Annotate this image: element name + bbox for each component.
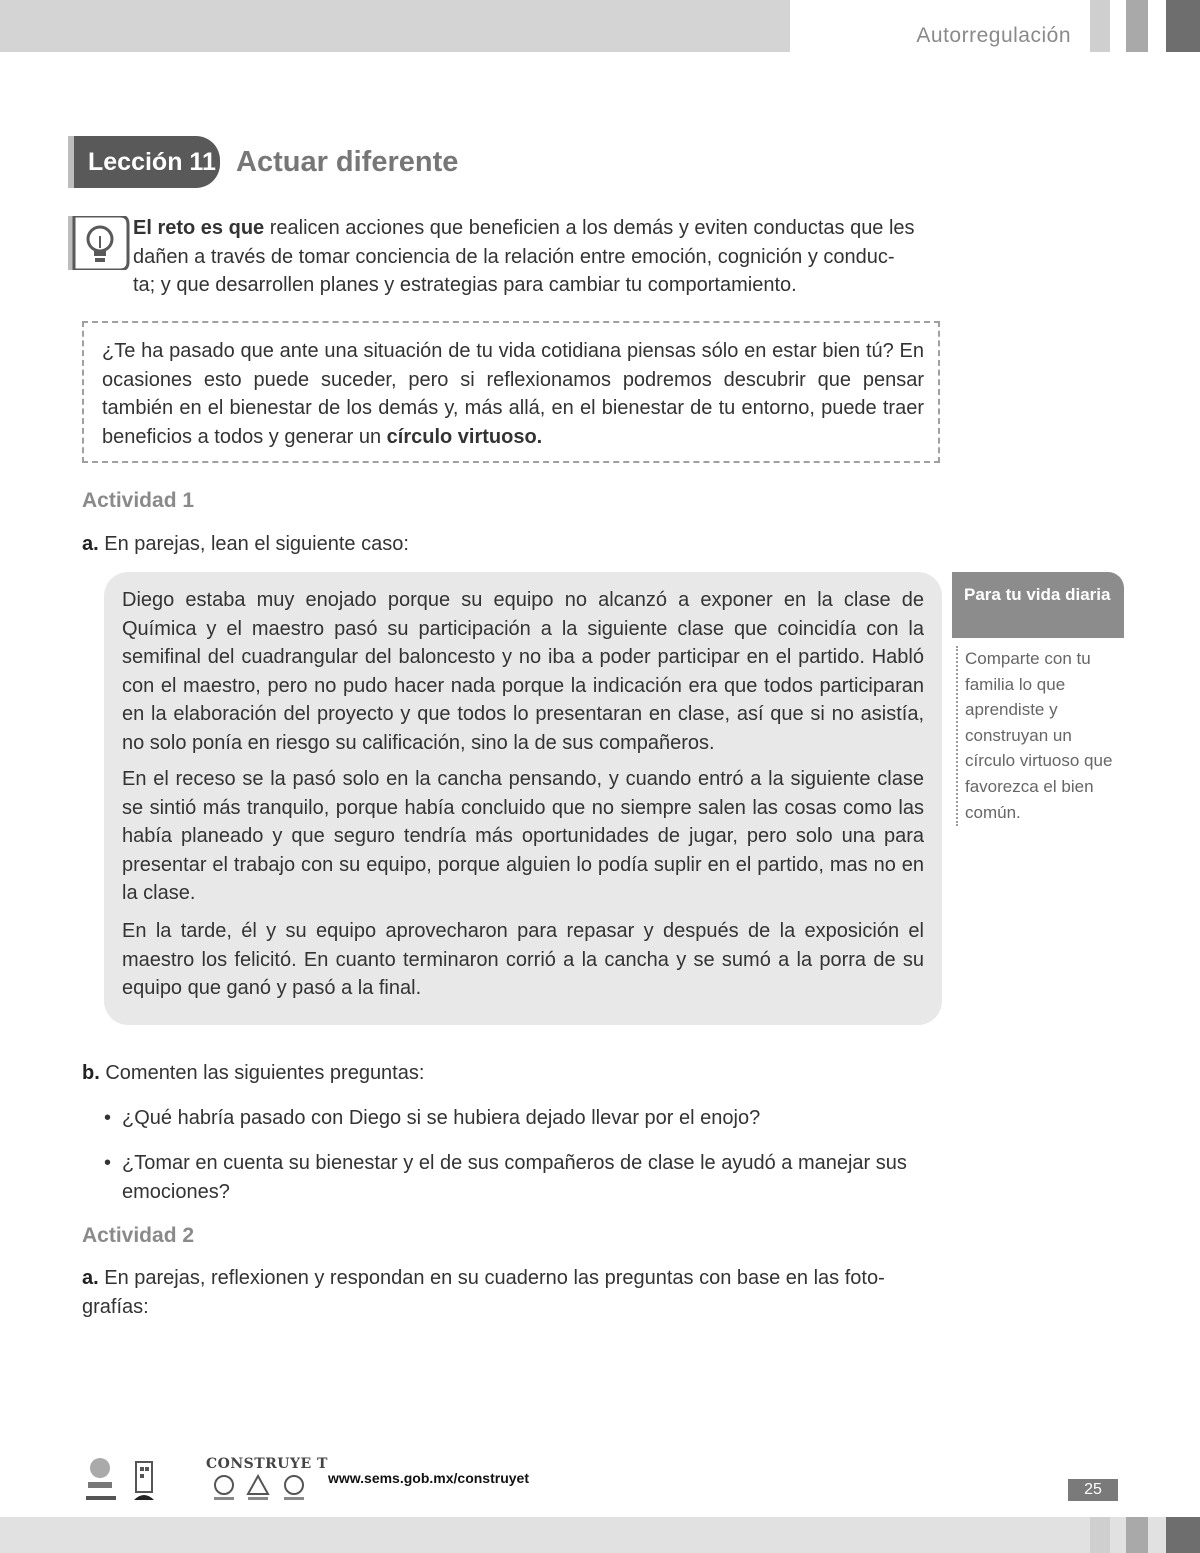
lightbulb-icon <box>68 216 130 268</box>
header-tab-dark <box>1166 0 1200 52</box>
challenge-lead: El reto es que <box>133 217 265 239</box>
challenge-line-3: ta; y que desarrollen planes y estrategias para cambiar tu comportamiento. <box>133 274 797 296</box>
construye-t-logo: CONSTRUYE T <box>206 1456 328 1472</box>
sidebar-header <box>952 572 1124 638</box>
section-header <box>795 0 1075 52</box>
lesson-badge <box>68 136 220 188</box>
case-paragraph-1: Diego estaba muy enojado porque su equipo no alcanzó a exponer en la clase de Química y el maestro pasó su participación a la siguiente clase que coincidía con la semifinal del cuadrangular del baloncesto y no iba a poder participar en el partido. Habló con el maestro, pero no pudo hacer nada porque la indicación era que todos participaran en la elaboración del proyecto y que todos lo presentaran en clase, así que si no asistía, no solo ponía en riesgo su calificación, sino la de sus compañeros. <box>122 589 924 754</box>
sidebar-text: Comparte con tu familia lo que aprendiste y construyan un círculo virtuoso que favorezca el bien común. <box>965 649 1113 822</box>
challenge-text <box>133 214 943 300</box>
footer-tab-light <box>1090 1517 1110 1553</box>
case-paragraph-3: En la tarde, él y su equipo aprovecharon para repasar y después de la exposición el maestro los felicitó. En cuanto terminaron corrió a la cancha y se sumó a la porra de su equipo que ganó y pasó a la final. <box>122 920 924 999</box>
question-1: ¿Qué habría pasado con Diego si se hubiera dejado llevar por el enojo? <box>122 1107 761 1129</box>
footer-icons <box>86 1458 206 1509</box>
footer-tab-dark <box>1166 1517 1200 1553</box>
person-icon <box>86 1458 116 1500</box>
intro-paragraph: ¿Te ha pasado que ante una situación de tu vida cotidiana piensas sólo en estar bien tú? En ocasiones esto puede suceder, pero si reflexionamos podremos descubrir que pensar también en el bienestar de los demás y, más allá, en el bienestar de tu entorno, puede traer beneficios a todos y generar un círculo virtuoso. <box>102 340 924 448</box>
challenge-line-2: dañen a través de tomar conciencia de la relación entre emoción, cognición y conduc- <box>133 245 895 268</box>
challenge-line-1: realicen acciones que beneficien a los demás y eviten conductas que les <box>264 217 915 239</box>
header-tab-light <box>1090 0 1110 52</box>
activity-2-title: Actividad 2 <box>82 1224 195 1247</box>
building-icon <box>134 1462 154 1500</box>
section-title: Autorregulación <box>916 24 1071 47</box>
sidebar-body <box>956 646 1123 826</box>
footer-bar <box>0 1517 1200 1553</box>
lesson-title: Actuar diferente <box>236 146 459 178</box>
website-link[interactable]: www.sems.gob.mx/construyet <box>328 1470 529 1486</box>
activity-2-instruction-a: a. En parejas, reflexionen y respondan en su cuaderno las preguntas con base en las foto-grafías: <box>82 1267 885 1318</box>
page-number: 25 <box>1068 1479 1118 1501</box>
sidebar-title: Para tu vida diaria <box>964 585 1111 604</box>
activity-1-instruction-a: a. En parejas, lean el siguiente caso: <box>82 533 409 555</box>
intro-bold: círculo virtuoso <box>386 425 537 448</box>
activity-1-instruction-b: b. Comenten las siguientes preguntas: <box>82 1062 425 1084</box>
case-box <box>104 572 942 1025</box>
lesson-number: Lección 11 <box>88 148 216 176</box>
footer-tab-medium <box>1126 1517 1148 1553</box>
activity-1-title: Actividad 1 <box>82 489 195 512</box>
logo-icons <box>212 1474 308 1507</box>
intro-box <box>82 321 940 463</box>
header-tab-medium <box>1126 0 1148 52</box>
case-paragraph-2: En el receso se la pasó solo en la cancha pensando, y cuando entró a la siguiente clase se sintió más tranquilo, porque había concluido que no siempre salen las cosas como las había planeado y que seguro tendría más oportunidades de jugar, pero solo una para presentar el trabajo con su equipo, porque alguien lo podía suplir en el partido, mas no en la clase. <box>122 768 924 904</box>
header-bar <box>0 0 790 52</box>
question-2: ¿Tomar en cuenta su bienestar y el de sus compañeros de clase le ayudó a manejar sus emociones? <box>122 1152 907 1203</box>
